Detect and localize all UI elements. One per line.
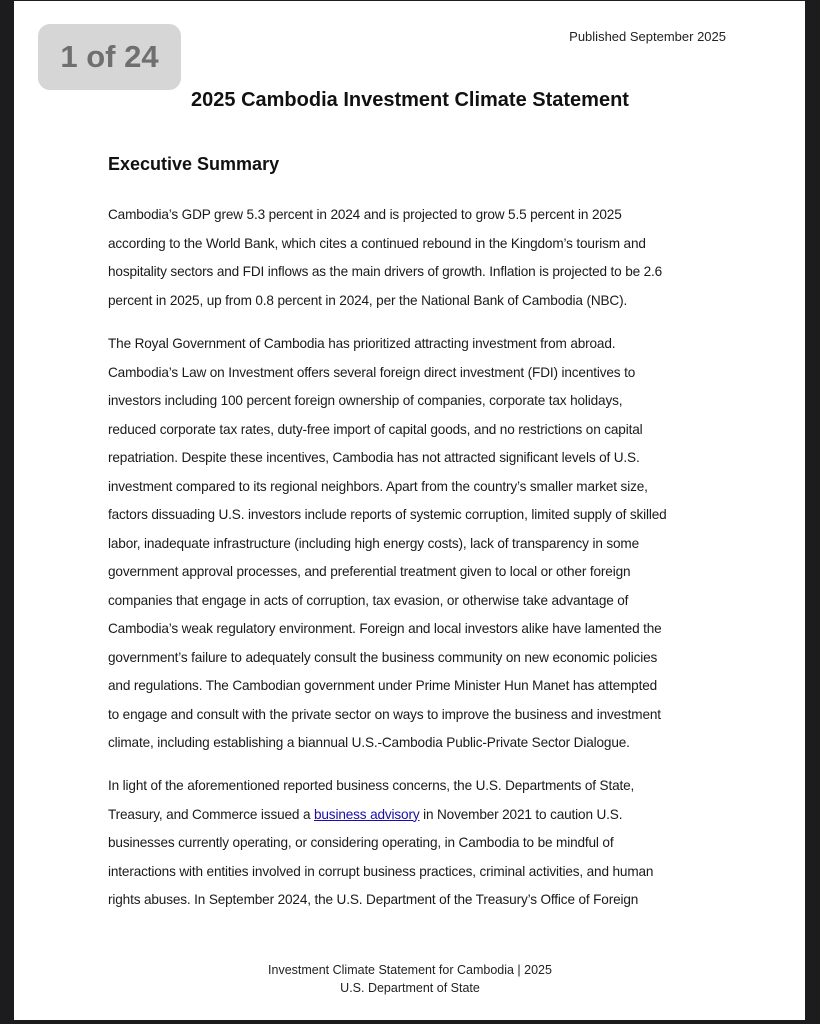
text-line: hospitality sectors and FDI inflows as the main drivers of growth. Inflation is projected to be 2.6: [108, 264, 663, 279]
text-line: investment compared to its regional neighbors. Apart from the country’s smaller market size,: [108, 478, 648, 494]
text-line: according to the World Bank, which cites a continued rebound in the Kingdom’s tourism and: [108, 235, 646, 251]
text-line: government’s failure to adequately consult the business community on new economic policies: [108, 649, 658, 665]
footer-line-2: U.S. Department of State: [340, 981, 480, 995]
paragraph-2: [108, 330, 720, 758]
text-line: to engage and consult with the private sector on ways to improve the business and investment: [108, 706, 661, 722]
footer-line-1: Investment Climate Statement for Cambodia | 2025: [268, 963, 552, 977]
text-line: Cambodia’s Law on Investment offers several foreign direct investment (FDI) incentives to: [108, 364, 636, 380]
text-segment: in November 2021 to caution U.S.: [419, 806, 623, 822]
text-line: interactions with entities involved in corrupt business practices, criminal activities, and human: [108, 863, 654, 879]
text-line: businesses currently operating, or considering operating, in Cambodia to be mindful of: [108, 835, 614, 850]
text-line: Cambodia’s GDP grew 5.3 percent in 2024 and is projected to grow 5.5 percent in 2025: [108, 207, 622, 222]
text-line: rights abuses. In September 2024, the U.S. Department of the Treasury’s Office of Foreign: [108, 892, 639, 907]
published-date: Published September 2025: [569, 29, 726, 44]
text-line: climate, including establishing a biannual U.S.-Cambodia Public-Private Sector Dialogue.: [108, 735, 630, 750]
text-line: repatriation. Despite these incentives, Cambodia has not attracted significant levels of U.S.: [108, 450, 640, 465]
paragraph-3: [108, 772, 720, 915]
text-line: labor, inadequate infrastructure (including high energy costs), lack of transparency in some: [108, 535, 639, 551]
page-indicator-badge: 1 of 24: [38, 24, 181, 90]
text-line: reduced corporate tax rates, duty-free import of capital goods, and no restrictions on capital: [108, 421, 643, 437]
page-footer: [0, 961, 820, 997]
text-line: investors including 100 percent foreign ownership of companies, corporate tax holidays,: [108, 393, 623, 408]
text-segment: Treasury, and Commerce issued a: [108, 806, 314, 822]
section-heading-executive-summary: Executive Summary: [108, 154, 280, 174]
business-advisory-link[interactable]: business advisory: [313, 806, 420, 822]
text-line: The Royal Government of Cambodia has prioritized attracting investment from abroad.: [108, 336, 616, 351]
text-line: and regulations. The Cambodian government under Prime Minister Hun Manet has attempted: [108, 678, 658, 693]
text-line: factors dissuading U.S. investors include reports of systemic corruption, limited supply of skilled: [108, 507, 667, 522]
text-line: [108, 801, 720, 830]
text-line: Cambodia’s weak regulatory environment. Foreign and local investors alike have lamented the: [108, 621, 662, 636]
document-title: 2025 Cambodia Investment Climate Statement: [191, 89, 629, 111]
text-line: companies that engage in acts of corruption, tax evasion, or otherwise take advantage of: [108, 592, 629, 608]
text-line: government approval processes, and preferential treatment given to local or other foreign: [108, 564, 631, 579]
text-line: In light of the aforementioned reported business concerns, the U.S. Departments of State,: [108, 778, 635, 793]
text-line: percent in 2025, up from 0.8 percent in 2024, per the National Bank of Cambodia (NBC).: [108, 292, 628, 308]
paragraph-1: [108, 201, 720, 315]
